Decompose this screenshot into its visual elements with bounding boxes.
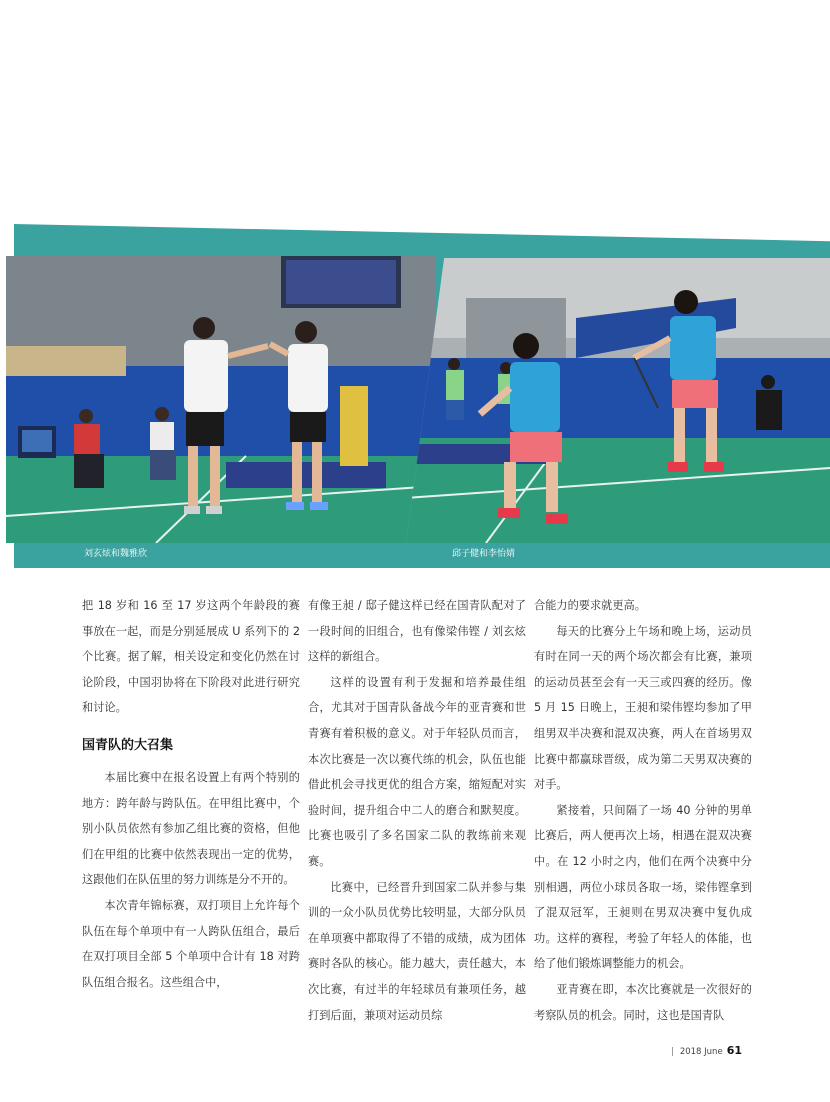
paragraph: 紧接着，只间隔了一场 40 分钟的男单比赛后，两人便再次上场，相遇在混双决赛中。在 12 小时之内，他们在两个决赛中分别相遇，两位小球员各取一场，梁伟铿拿到了混双冠军，王昶则在男双决赛中复仇成功。这样的赛程，考验了年轻人的体能，也给了他们锻炼调整能力的机会。: [534, 803, 752, 971]
footer-date: 2018 June: [679, 1047, 723, 1057]
photo-caption-right: 邱子健和李怡婧: [452, 549, 516, 559]
paragraph: 把 18 岁和 16 至 17 岁这两个年龄段的赛事放在一起，而是分别延展成 U 系列下的 2 个比赛。据了解，相关设定和变化仍然在讨论阶段，中国羽协将在下阶段对此进行研究和讨论。: [82, 599, 300, 715]
paragraph: 合能力的要求就更高。: [534, 599, 646, 612]
photo-left-doubles-highfive: [6, 256, 436, 543]
article-column-2: [308, 593, 526, 1028]
paragraph: 有像王昶 / 邸子健这样已经在国青队配对了一段时间的旧组合，也有像梁伟铿 / 刘玄炫这样的新组合。: [308, 599, 526, 664]
photo-right-doubles-play: [406, 258, 830, 543]
photo-caption-left: 刘玄炫和魏雅欣: [84, 549, 148, 559]
paragraph: 比赛中，已经晋升到国家二队并参与集训的一众小队员优势比较明显，大部分队员在单项赛中都取得了不错的成绩，成为团体赛时各队的核心。能力越大，责任越大，本次比赛，有过半的年轻球员有兼项任务，越打到后面，兼项对运动员综: [308, 880, 526, 1022]
article-column-1: [82, 593, 300, 995]
paragraph: 每天的比赛分上午场和晚上场，运动员有时在同一天的两个场次都会有比赛，兼项的运动员甚至会有一天三或四赛的经历。像 5 月 15 日晚上，王昶和梁伟铿均参加了甲组男双半决赛和混双决赛，两人在首场男双比赛中都赢球晋级，成为第二天男双决赛的对手。: [534, 624, 752, 792]
section-heading: 国青队的大召集: [82, 737, 174, 753]
article-column-3: [534, 593, 752, 1028]
paragraph: 本次青年锦标赛，双打项目上允许每个队伍在每个单项中有一人跨队伍组合，最后在双打项目全部 5 个单项中合计有 18 对跨队伍组合报名。这些组合中，: [82, 898, 300, 989]
paragraph: 亚青赛在即，本次比赛就是一次很好的考察队员的机会。同时，这也是国青队: [534, 982, 752, 1022]
paragraph: 这样的设置有利于发掘和培养最佳组合，尤其对于国青队备战今年的亚青赛和世青赛有着积极的意义。对于年轻队员而言，本次比赛是一次以赛代练的机会，队伍也能借此机会寻找更优的组合方案，缩短配对实验时间，提升组合中二人的磨合和默契度。比赛也吸引了多名国家二队的教练前来观赛。: [308, 675, 526, 868]
paragraph: 本届比赛中在报名设置上有两个特别的地方：跨年龄与跨队伍。在甲组比赛中，个别小队员依然有参加乙组比赛的资格，但他们在甲组的比赛中依然表现出一定的优势，这跟他们在队伍里的努力训练是分不开的。: [82, 770, 300, 887]
page-footer: [671, 1044, 742, 1057]
page-number: 61: [726, 1044, 742, 1057]
footer-separator: |: [670, 1047, 674, 1057]
